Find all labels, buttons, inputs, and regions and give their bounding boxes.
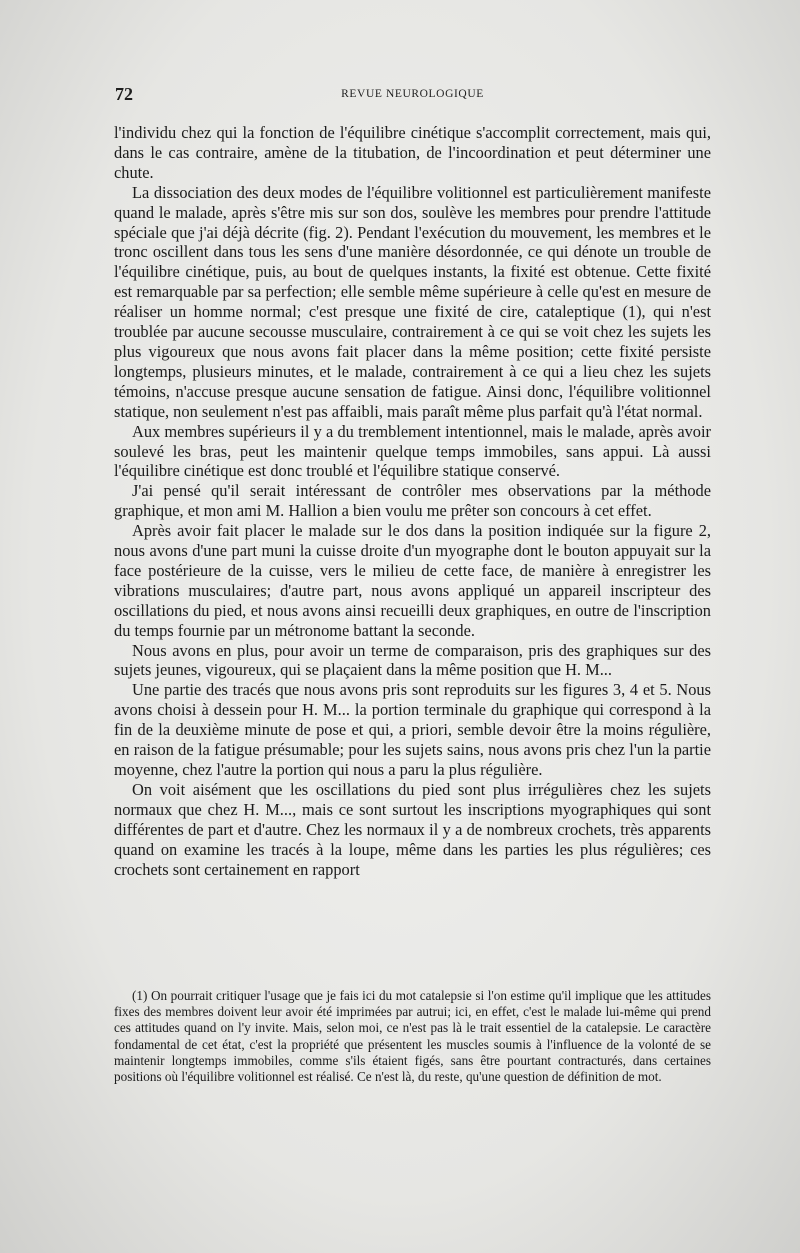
footnote-1: (1) On pourrait critiquer l'usage que je fais ici du mot catalepsie si l'on estime qu'il implique que les attitudes fixes des membres doivent leur avoir été imprimées par autrui; ici, en effet, c'est le malade lui-même qui prend ces attitudes quand on l'y invite. Mais, selon moi, ce n'est pas là le trait essentiel de la catalepsie. Le caractère fondamental de cet état, c'est la propriété que présentent les muscles soumis à l'influence de la volonté de se maintenir longtemps immobiles, comme s'ils étaient figés, sans être pourtant contracturés, dans certaines positions où l'équilibre volitionnel est réalisé. Ce n'est là, du reste, qu'une question de définition de mot. <box>114 988 711 1085</box>
paragraph-continued: l'individu chez qui la fonction de l'équilibre cinétique s'accomplit correctement, mais qui, dans le cas contraire, amène de la titubation, de l'incoordination et peut déterminer une chute. <box>114 123 711 182</box>
running-title: REVUE NEUROLOGIQUE <box>341 88 484 100</box>
body-text <box>114 123 711 879</box>
footnotes <box>114 988 711 1085</box>
paragraph: Une partie des tracés que nous avons pris sont reproduits sur les figures 3, 4 et 5. Nous avons choisi à dessein pour H. M... la portion terminale du graphique qui correspond à la fin de la deuxième minute de pose et qui, a priori, semble devoir être la moins régulière, en raison de la fatigue présumable; pour les sujets sains, nous avons pris chez l'un la partie moyenne, chez l'autre la portion qui nous a paru la plus régulière. <box>114 680 711 779</box>
paragraph: Aux membres supérieurs il y a du tremblement intentionnel, mais le malade, après avoir soulevé les bras, peut les maintenir quelque temps immobiles, sans appui. Là aussi l'équilibre cinétique est donc troublé et l'équilibre statique conservé. <box>114 421 711 481</box>
page-header <box>115 84 710 106</box>
paragraph: Après avoir fait placer le malade sur le dos dans la position indiquée sur la figure 2, nous avons d'une part muni la cuisse droite d'un myographe dont le bouton appuyait sur la face postérieure de la cuisse, vers le milieu de cette face, de manière à enregistrer les vibrations musculaires; d'autre part, nous avons appliqué un appareil inscripteur des oscillations du pied, et nous avons ainsi recueilli deux graphiques, en outre de l'inscription du temps fournie par un métronome battant la seconde. <box>114 521 711 640</box>
paragraph: J'ai pensé qu'il serait intéressant de contrôler mes observations par la méthode graphique, et mon ami M. Hallion a bien voulu me prêter son concours à cet effet. <box>114 481 711 521</box>
paragraph: Nous avons en plus, pour avoir un terme de comparaison, pris des graphiques sur des sujets jeunes, vigoureux, qui se plaçaient dans la même position que H. M... <box>114 640 711 680</box>
paragraph: La dissociation des deux modes de l'équilibre volitionnel est particulièrement manifeste quand le malade, après s'être mis sur son dos, soulève les membres pour prendre l'attitude spéciale que j'ai déjà décrite (fig. 2). Pendant l'exécution du mouvement, les membres et le tronc oscillent dans tous les sens d'une manière désordonnée, ce qui dénote un trouble de l'équilibre cinétique, puis, au bout de quelques instants, la fixité est obtenue. Cette fixité est remarquable par sa perfection; elle semble même supérieure à celle qu'est en mesure de réaliser un homme normal; c'est presque une fixité de cire, cataleptique (1), qui n'est troublée par aucune secousse musculaire, contrairement à ce qui se voit chez les sujets les plus vigoureux que nous avons fait placer dans la même position; cette fixité persiste longtemps, plusieurs minutes, et le malade, contrairement à ce qui a lieu chez les sujets témoins, n'accuse presque aucune sensation de fatigue. Ainsi donc, l'équilibre volitionnel statique, non seulement n'est pas affaibli, mais paraît même plus parfait qu'à l'état normal. <box>114 182 711 421</box>
paragraph: On voit aisément que les oscillations du pied sont plus irrégulières chez les sujets normaux que chez H. M..., mais ce sont surtout les inscriptions myographiques qui sont différentes de part et d'autre. Chez les normaux il y a de nombreux crochets, très apparents quand on examine les tracés à la loupe, même dans les parties les plus régulières; ces crochets sont certainement en rapport <box>114 779 711 879</box>
page-number: 72 <box>115 84 133 104</box>
